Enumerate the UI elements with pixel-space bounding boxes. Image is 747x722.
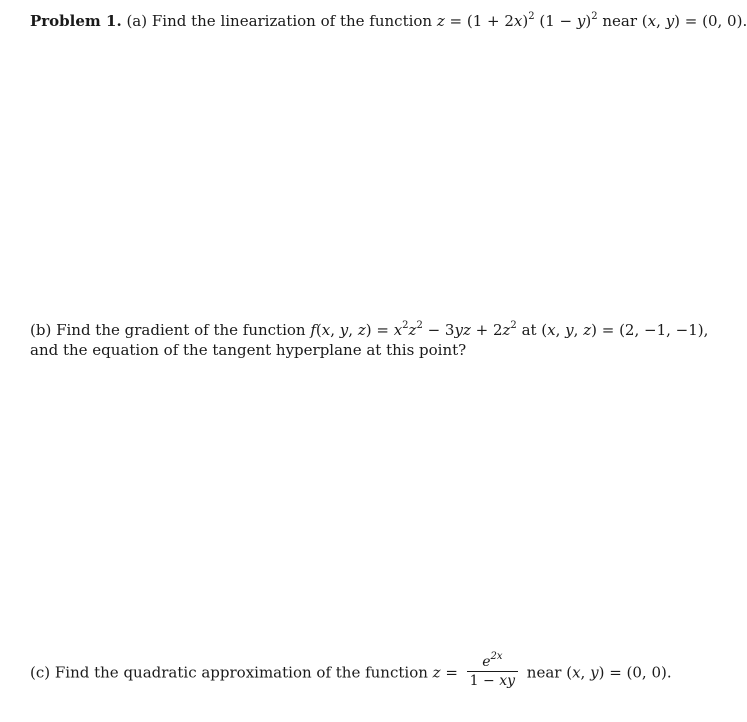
math-text: , xyxy=(348,321,358,339)
fraction xyxy=(467,653,518,690)
math-y: y xyxy=(339,321,349,339)
math-x: x xyxy=(547,321,556,339)
math-text: ( xyxy=(315,321,322,339)
math-x: x xyxy=(513,12,523,30)
problem-label: Problem 1. xyxy=(30,12,122,30)
math-exponent: 2 xyxy=(416,320,423,331)
math-text: + 2 xyxy=(470,321,503,339)
math-text: = (1 + 2 xyxy=(444,12,514,30)
math-text: ) = (0, 0). xyxy=(674,12,747,30)
problem-1-part-b xyxy=(30,320,708,360)
math-e: e xyxy=(482,654,491,670)
math-z: z xyxy=(357,321,366,339)
math-y: y xyxy=(454,321,463,339)
math-text: (1 − xyxy=(534,12,577,30)
math-text: , xyxy=(580,663,591,682)
math-text: = xyxy=(440,663,463,682)
math-text: 1 − xyxy=(469,673,500,689)
math-text: ) = xyxy=(365,321,394,339)
math-z: z xyxy=(408,321,417,339)
math-text: ) = (2, −1, −1), xyxy=(591,321,709,339)
math-text: near ( xyxy=(597,12,648,30)
math-text: near ( xyxy=(522,663,573,682)
part-b-prefix: (b) Find the gradient of the function xyxy=(30,321,311,339)
math-z: z xyxy=(462,321,471,339)
problem-1-part-c xyxy=(30,651,672,692)
math-text: , xyxy=(573,321,584,339)
math-text: , xyxy=(555,321,566,339)
math-exponent: 2 xyxy=(528,11,535,22)
part-b-line-2: and the equation of the tangent hyperplane at this point? xyxy=(30,341,467,359)
math-text: at ( xyxy=(516,321,548,339)
part-c-prefix: (c) Find the quadratic approximation of the function xyxy=(30,663,433,682)
math-x: x xyxy=(647,12,657,30)
math-x: x xyxy=(572,663,581,682)
math-x: x xyxy=(321,321,331,339)
math-text: ) = (0, 0). xyxy=(598,663,672,682)
math-z: z xyxy=(432,663,441,682)
math-text: ) xyxy=(585,12,592,30)
math-exponent: 2 xyxy=(510,320,517,331)
problem-1-part-a xyxy=(30,11,747,31)
math-z: z xyxy=(436,12,445,30)
math-text: ) xyxy=(522,12,529,30)
math-y: y xyxy=(576,12,586,30)
math-text: , xyxy=(330,321,340,339)
math-xy: xy xyxy=(499,673,516,689)
math-f: f xyxy=(310,321,316,339)
math-y: y xyxy=(665,12,675,30)
fraction-denominator xyxy=(467,672,518,690)
math-z: z xyxy=(583,321,592,339)
fraction-numerator xyxy=(467,653,518,672)
math-y: y xyxy=(590,663,599,682)
math-exponent: 2 xyxy=(591,11,598,22)
math-text: − 3 xyxy=(422,321,455,339)
part-a-prefix: (a) Find the linearization of the function xyxy=(126,12,437,30)
math-z: z xyxy=(502,321,511,339)
math-exponent: 2x xyxy=(490,651,503,663)
math-text: , xyxy=(656,12,666,30)
math-exponent: 2 xyxy=(402,320,409,331)
math-y: y xyxy=(565,321,574,339)
math-x: x xyxy=(393,321,403,339)
